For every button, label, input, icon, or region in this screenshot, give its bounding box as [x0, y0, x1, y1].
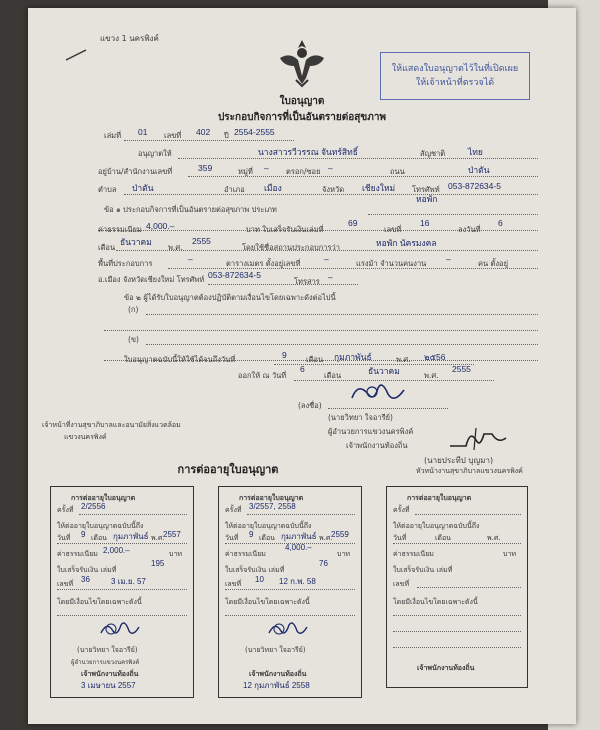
location-phone: 053-872634-5: [208, 270, 261, 280]
place-value: หอพัก นัครมงคล: [376, 238, 437, 248]
address-value: 359: [198, 163, 213, 173]
issued-month: ธันวาคม: [368, 366, 400, 376]
valid-be: ๒๕56: [424, 352, 446, 362]
tambon-value: ป่าตัน: [132, 183, 154, 193]
display-notice-stamp: [380, 52, 530, 100]
line: [57, 615, 187, 616]
line: [415, 514, 521, 515]
moo-label: หมู่ที่: [238, 167, 253, 176]
renewal-month-label: เดือน: [259, 534, 275, 542]
receipt-book-value: 69: [348, 218, 358, 228]
renewal-receipt-date: 3 เม.ย. 57: [111, 577, 146, 586]
renewal-head: การต่ออายุใบอนุญาต: [407, 494, 472, 502]
renewal-be: 2557: [163, 530, 181, 539]
line: [116, 250, 538, 251]
line: [146, 344, 538, 345]
renewal-title: การต่ออายุใบอนุญาต: [177, 463, 279, 476]
renewal-fee-label: ค่าธรรมเนียม: [57, 550, 98, 558]
renewal-official-name: (นายวิทยา ใจอารีย์): [245, 646, 306, 654]
place-label: โดยใช้ชื่อสถานประกอบการว่า: [242, 243, 340, 252]
line: [417, 587, 521, 588]
renewal-month: กุมภาพันธ์: [113, 532, 149, 541]
renewal-no: 3/2557, 2558: [249, 502, 296, 511]
issued-be: 2555: [452, 364, 471, 374]
line: [168, 268, 538, 269]
persons-label: คน ตั้งอยู่: [478, 259, 508, 268]
renewal-cond-label: โดยมีเงื่อนไขโดยเฉพาะดังนี้: [225, 598, 310, 606]
month-label: เดือน: [98, 243, 116, 252]
renewal-signature: [97, 619, 143, 641]
renewal-box-3: [386, 486, 528, 688]
nationality-value: ไทย: [468, 147, 483, 157]
license-document: [28, 8, 576, 724]
renewal-box-1: [50, 486, 194, 698]
renewal-day-label: วันที่: [225, 534, 239, 542]
pen-mark: [64, 48, 88, 62]
renewal-fee-label: ค่าธรรมเนียม: [393, 550, 434, 558]
province-value: เชียงใหม่: [362, 183, 396, 193]
road-label: ถนน: [390, 167, 405, 176]
office-note: แขวง 1 นครพิงค์: [100, 34, 159, 43]
renewal-valid-label: ให้ต่ออายุใบอนุญาตฉบับนี้ถึง: [225, 522, 312, 530]
renewal-cond-label: โดยมีเงื่อนไขโดยเฉพาะดังนี้: [393, 598, 478, 606]
renewal-day-label: วันที่: [57, 534, 71, 542]
renewal-head: การต่ออายุใบอนุญาต: [71, 494, 136, 502]
renewal-receipt-date: 12 ก.พ. 58: [279, 577, 316, 586]
line: [393, 543, 521, 544]
garuda-emblem: [276, 36, 328, 88]
workers-value: –: [446, 254, 451, 264]
year-label: ปี: [224, 131, 229, 140]
renewal-head: การต่ออายุใบอนุญาต: [239, 494, 304, 502]
renewal-receipt-book: 195: [151, 559, 165, 568]
area-label: พื้นที่ประกอบการ: [98, 259, 153, 268]
renewal-be-label: พ.ศ.: [151, 534, 165, 542]
soi-label: ตรอก/ซอย: [286, 167, 321, 176]
issued-label: ออกให้ ณ วันที่: [238, 371, 287, 380]
renewal-receipt-book: 76: [319, 559, 328, 568]
workers-label: แรงม้า จำนวนคนงาน: [356, 259, 427, 268]
tambon-label: ตำบล: [98, 185, 117, 194]
fee-label: ค่าธรรมเนียม: [98, 225, 142, 234]
line: [393, 647, 521, 648]
renewal-month-label: เดือน: [91, 534, 107, 542]
renewal-official-name: (นายวิทยา ใจอารีย์): [77, 646, 138, 654]
renewal-fee: 2,000.–: [103, 546, 130, 555]
phone-value: 053-872634-5: [448, 181, 501, 191]
be-label: พ.ศ.: [168, 243, 183, 252]
amphoe-label: อำเภอ: [224, 185, 245, 194]
renewal-date: 12 กุมภาพันธ์ 2558: [243, 681, 310, 690]
renewal-valid-label: ให้ต่ออายุใบอนุญาตฉบับนี้ถึง: [393, 522, 480, 530]
number-label: เลขที่: [164, 131, 182, 140]
left-note: เจ้าหน้าที่งานสุขาภิบาลและอนามัยสิ่งแวดล้อม: [42, 421, 181, 429]
line: [225, 615, 355, 616]
supervisor-name: (นายประทีป บุญมา): [424, 456, 494, 465]
issued-month-label: เดือน: [324, 371, 342, 380]
line: [57, 543, 187, 544]
document-subtitle: ประกอบกิจการที่เป็นอันตรายต่อสุขภาพ: [217, 112, 387, 123]
valid-label: ใบอนุญาตฉบับนี้ให้ใช้ได้จนถึงวันที่: [124, 355, 236, 364]
renewal-no-label: ครั้งที่: [225, 506, 242, 514]
renewal-fee: 4,000.–: [285, 543, 312, 552]
renewal-receipt-no: 36: [81, 575, 90, 584]
renewal-no-label: ครั้งที่: [57, 506, 74, 514]
renewal-day: 9: [81, 530, 86, 539]
receipt-no-label: เลขที่: [384, 225, 402, 234]
stamp-line: ให้แสดงใบอนุญาตไว้ในที่เปิดเผย: [391, 64, 519, 74]
valid-be-label: พ.ศ.: [396, 355, 411, 364]
renewal-role: เจ้าพนักงานท้องถิ่น: [81, 670, 139, 678]
renewal-day: 9: [249, 530, 254, 539]
fax-label: โทรสาร: [294, 277, 320, 286]
renewal-be: 2559: [331, 530, 349, 539]
amphoe-value: เมือง: [264, 183, 282, 193]
line: [124, 140, 294, 141]
line: [124, 194, 538, 195]
renewal-role: เจ้าพนักงานท้องถิ่น: [417, 664, 475, 672]
fax-value: –: [328, 272, 333, 282]
official-role: เจ้าพนักงานท้องถิ่น: [346, 441, 408, 450]
renewal-fee-label: ค่าธรรมเนียม: [225, 550, 266, 558]
item1-label: ข้อ ๑ ประกอบกิจการที่เป็นอันตรายต่อสุขภาพ ประเภท: [104, 205, 277, 214]
renewal-role: เจ้าพนักงานท้องถิ่น: [249, 670, 307, 678]
line: [247, 514, 355, 515]
renewal-receipt-label: ใบเสร็จรับเงิน เล่มที่: [393, 566, 453, 574]
province-label: จังหวัด: [322, 185, 345, 194]
valid-month: กุมภาพันธ์: [334, 352, 372, 362]
line: [188, 176, 538, 177]
renewal-baht: บาท: [169, 550, 182, 558]
date-value: 6: [498, 218, 503, 228]
renewal-receipt-no-label: เลขที่: [57, 580, 74, 588]
document-title: ใบอนุญาต: [279, 96, 325, 107]
item2-label: ข้อ ๒ ผู้ได้รับใบอนุญาตต้องปฏิบัติตามเงื่อนไขโดยเฉพาะดังต่อไปนี้: [124, 293, 336, 302]
sqm-label: ตารางเมตร ตั้งอยู่เลขที่: [226, 259, 301, 268]
stamp-line: ให้เจ้าหน้าที่ตรวจได้: [415, 78, 495, 88]
renewal-be-label: พ.ศ.: [319, 534, 333, 542]
be-value: 2555: [192, 236, 211, 246]
renewal-signature: [265, 619, 311, 641]
licensee-value: นางสาวรวีวรรณ จันทร์สิทธิ์: [258, 147, 358, 157]
month-value: ธันวาคม: [120, 237, 152, 247]
condition-b: (ข): [128, 335, 139, 344]
issued-be-label: พ.ศ.: [424, 371, 439, 380]
fee-value: 4,000.–: [146, 221, 175, 231]
line: [146, 314, 538, 315]
official-signature: [348, 380, 408, 406]
renewal-month: กุมภาพันธ์: [281, 532, 317, 541]
renewal-date: 3 เมษายน 2557: [81, 681, 136, 690]
renewal-receipt-no: 10: [255, 575, 264, 584]
valid-month-label: เดือน: [306, 355, 324, 364]
renewal-no-label: ครั้งที่: [393, 506, 410, 514]
renewal-receipt-no-label: เลขที่: [393, 580, 410, 588]
book-value: 01: [138, 127, 148, 137]
area-value: –: [188, 254, 193, 264]
renewal-day-label: วันที่: [393, 534, 407, 542]
line: [104, 330, 538, 331]
renewal-box-2: [218, 486, 362, 698]
valid-day: 9: [282, 350, 287, 360]
soi-value: –: [328, 163, 333, 173]
renewal-no: 2/2556: [81, 502, 106, 511]
issued-day: 6: [300, 364, 305, 374]
moo-value: –: [264, 163, 269, 173]
official-name: (นายวิทยา ใจอารีย์): [328, 413, 393, 422]
receipt-book-label: บาท ใบเสร็จรับเงินเล่มที่: [246, 225, 324, 234]
receipt-no-value: 16: [420, 218, 430, 228]
renewal-receipt-no-label: เลขที่: [225, 580, 242, 588]
line: [368, 214, 538, 215]
left-note: แขวงนครพิงค์: [64, 433, 107, 441]
line: [393, 615, 521, 616]
item-value-above: หอพัก: [416, 194, 438, 204]
supervisor-signature: [446, 424, 510, 454]
renewal-cond-label: โดยมีเงื่อนไขโดยเฉพาะดังนี้: [57, 598, 142, 606]
line: [328, 408, 448, 409]
road-value: ป่าตัน: [468, 165, 490, 175]
phone-label: โทรศัพท์: [412, 185, 440, 194]
date-label: ลงวันที่: [458, 225, 481, 234]
official-title: ผู้อำนวยการแขวงนครพิงค์: [328, 427, 414, 436]
renewal-receipt-label: ใบเสร็จรับเงิน เล่มที่: [57, 566, 117, 574]
renewal-baht: บาท: [503, 550, 516, 558]
sqm-value: –: [324, 254, 329, 264]
renewal-baht: บาท: [337, 550, 350, 558]
nationality-label: สัญชาติ: [420, 149, 446, 158]
line: [178, 158, 538, 159]
sign-label: (ลงชื่อ): [298, 401, 322, 410]
number-value: 402: [196, 127, 211, 137]
line: [393, 631, 521, 632]
book-label: เล่มที่: [104, 131, 122, 140]
renewal-month-label: เดือน: [435, 534, 451, 542]
address-label: อยู่บ้าน/สำนักงานเลขที่: [98, 167, 173, 176]
supervisor-title: หัวหน้างานสุขาภิบาลแขวงนครพิงค์: [416, 467, 523, 475]
licensee-label: อนุญาตให้: [138, 149, 172, 158]
renewal-receipt-label: ใบเสร็จรับเงิน เล่มที่: [225, 566, 285, 574]
year-value: 2554-2555: [234, 127, 275, 137]
line: [57, 589, 187, 590]
location-line: อ.เมือง จังหวัดเชียงใหม่ โทรศัพท์: [98, 275, 205, 284]
line: [79, 514, 187, 515]
line: [225, 589, 355, 590]
renewal-official-title: ผู้อำนวยการแขวงนครพิงค์: [71, 659, 140, 666]
renewal-be-label: พ.ศ.: [487, 534, 501, 542]
condition-a: (ก): [128, 305, 139, 314]
renewal-valid-label: ให้ต่ออายุใบอนุญาตฉบับนี้ถึง: [57, 522, 144, 530]
line: [208, 284, 358, 285]
